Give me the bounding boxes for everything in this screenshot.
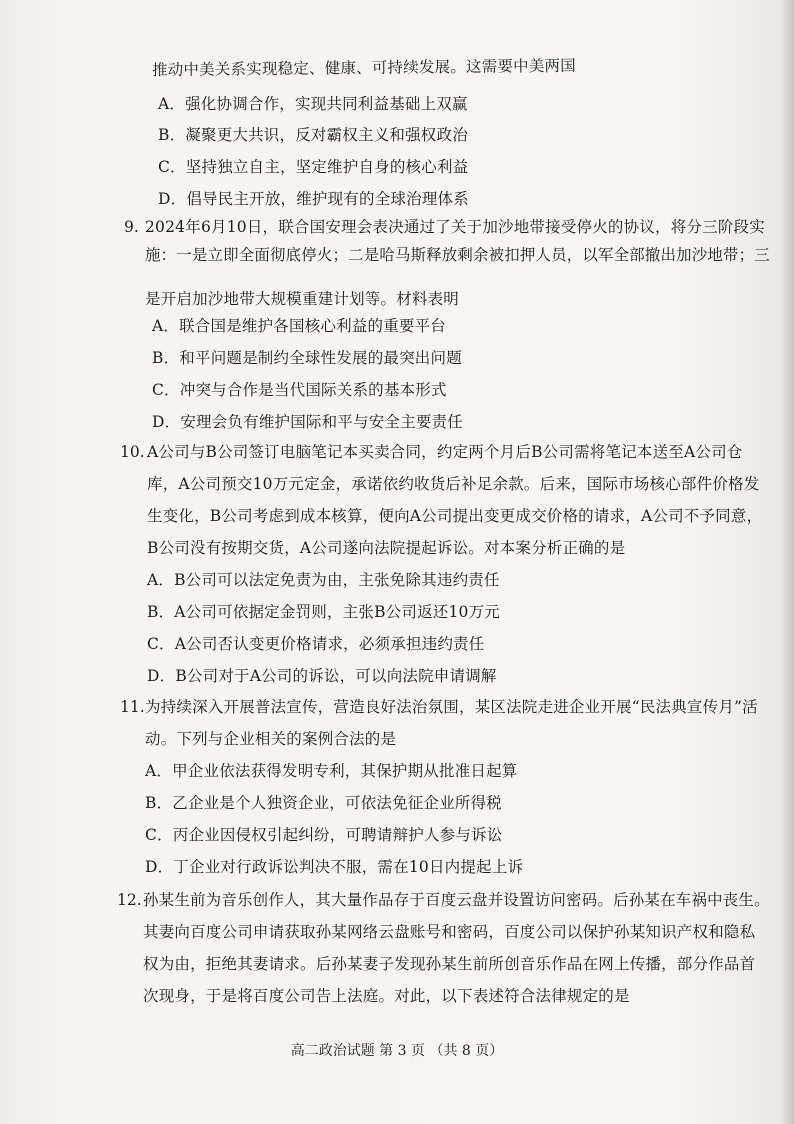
q12-number: 12.	[117, 891, 142, 909]
q11-stem-line: 动。下列与企业相关的案例合法的是	[145, 730, 397, 748]
q10-option-d: D．B公司对于A公司的诉讼，可以向法院申请调解	[147, 667, 497, 685]
q9-number: 9.	[124, 218, 139, 236]
q8-option-a: A．强化协调合作，实现共同利益基础上双赢	[158, 95, 468, 113]
q10-option-b: B．A公司可依据定金罚则，主张B公司返还10万元	[147, 603, 500, 621]
q12-stem-line: 其妻向百度公司申请获取孙某网络云盘账号和密码，百度公司以保护孙某知识产权和隐私	[143, 923, 756, 941]
q9-stem-line: 施：一是立即全面彻底停火；二是哈马斯释放剩余被扣押人员，以军全部撤出加沙地带；三	[145, 246, 770, 264]
q12-stem-line: 权为由，拒绝其妻请求。后孙某妻子发现孙某生前所创音乐作品在网上传播，部分作品首	[143, 955, 756, 973]
q10-number: 10.	[120, 443, 145, 461]
bleed-through-text	[500, 282, 513, 301]
q12-stem-line: 次现身，于是将百度公司告上法庭。对此，以下表述符合法律规定的是	[143, 987, 630, 1005]
q10-stem-line: 生变化，B公司考虑到成本核算，便向A公司提出变更成交价格的请求，A公司不予同意，	[147, 507, 763, 525]
q9-option-c: C．冲突与合作是当代国际关系的基本形式	[152, 381, 447, 399]
q10-stem-line: A公司与B公司签订电脑笔记本买卖合同，约定两个月后B公司需将笔记本送至A公司仓	[147, 443, 743, 461]
page-binding-shadow	[780, 0, 794, 1124]
q11-option-a: A．甲企业依法获得发明专利，其保护期从批准日起算	[145, 762, 518, 780]
q8-option-d: D．倡导民主开放，维护现有的全球治理体系	[158, 190, 469, 208]
q11-option-c: C．丙企业因侵权引起纠纷，可聘请辩护人参与诉讼	[145, 826, 503, 844]
q12-stem-line: 孙某生前为音乐创作人，其大量作品存于百度云盘并设置访问密码。后孙某在车祸中丧生。	[143, 891, 770, 909]
q10-option-c: C．A公司否认变更价格请求，必须承担违约责任	[147, 635, 485, 653]
q9-option-b: B．和平问题是制约全球性发展的最突出问题	[152, 349, 462, 367]
q9-option-d: D．安理会负有维护国际和平与安全主要责任	[152, 413, 463, 431]
q11-stem-line: 为持续深入开展普法宣传，营造良好法治氛围，某区法院走进企业开展“民法典宣传月”活	[145, 698, 758, 716]
q8-option-c: C．坚持独立自主，坚定维护自身的核心利益	[158, 158, 469, 176]
q10-stem-line: 库，A公司预交10万元定金，承诺依约收货后补足余款。后来，国际市场核心部件价格发	[147, 475, 760, 493]
q8-option-b: B．凝聚更大共识，反对霸权主义和强权政治	[158, 126, 468, 144]
q9-stem-line: 2024年6月10日，联合国安理会表决通过了关于加沙地带接受停火的协议，将分三阶段实	[145, 218, 765, 236]
q10-option-a: A．B公司可以法定免责为由，主张免除其违约责任	[147, 571, 500, 589]
page-footer: 高二政治试题 第 3 页 （共 8 页）	[290, 1043, 504, 1059]
q11-option-d: D．丁企业对行政诉讼判决不服，需在10日内提起上诉	[145, 858, 524, 876]
q11-number: 11.	[120, 698, 145, 716]
q9-stem-line: 是开启加沙地带大规模重建计划等。材料表明	[145, 290, 460, 308]
q8-stem-tail: 推动中美关系实现稳定、健康、可持续发展。这需要中美两国	[151, 56, 576, 80]
q9-option-a: A．联合国是维护各国核心利益的重要平台	[152, 317, 446, 335]
q10-stem-line: B公司没有按期交货，A公司遂向法院提起诉讼。对本案分析正确的是	[147, 539, 626, 557]
q11-option-b: B．乙企业是个人独资企业，可依法免征企业所得税	[145, 794, 502, 812]
